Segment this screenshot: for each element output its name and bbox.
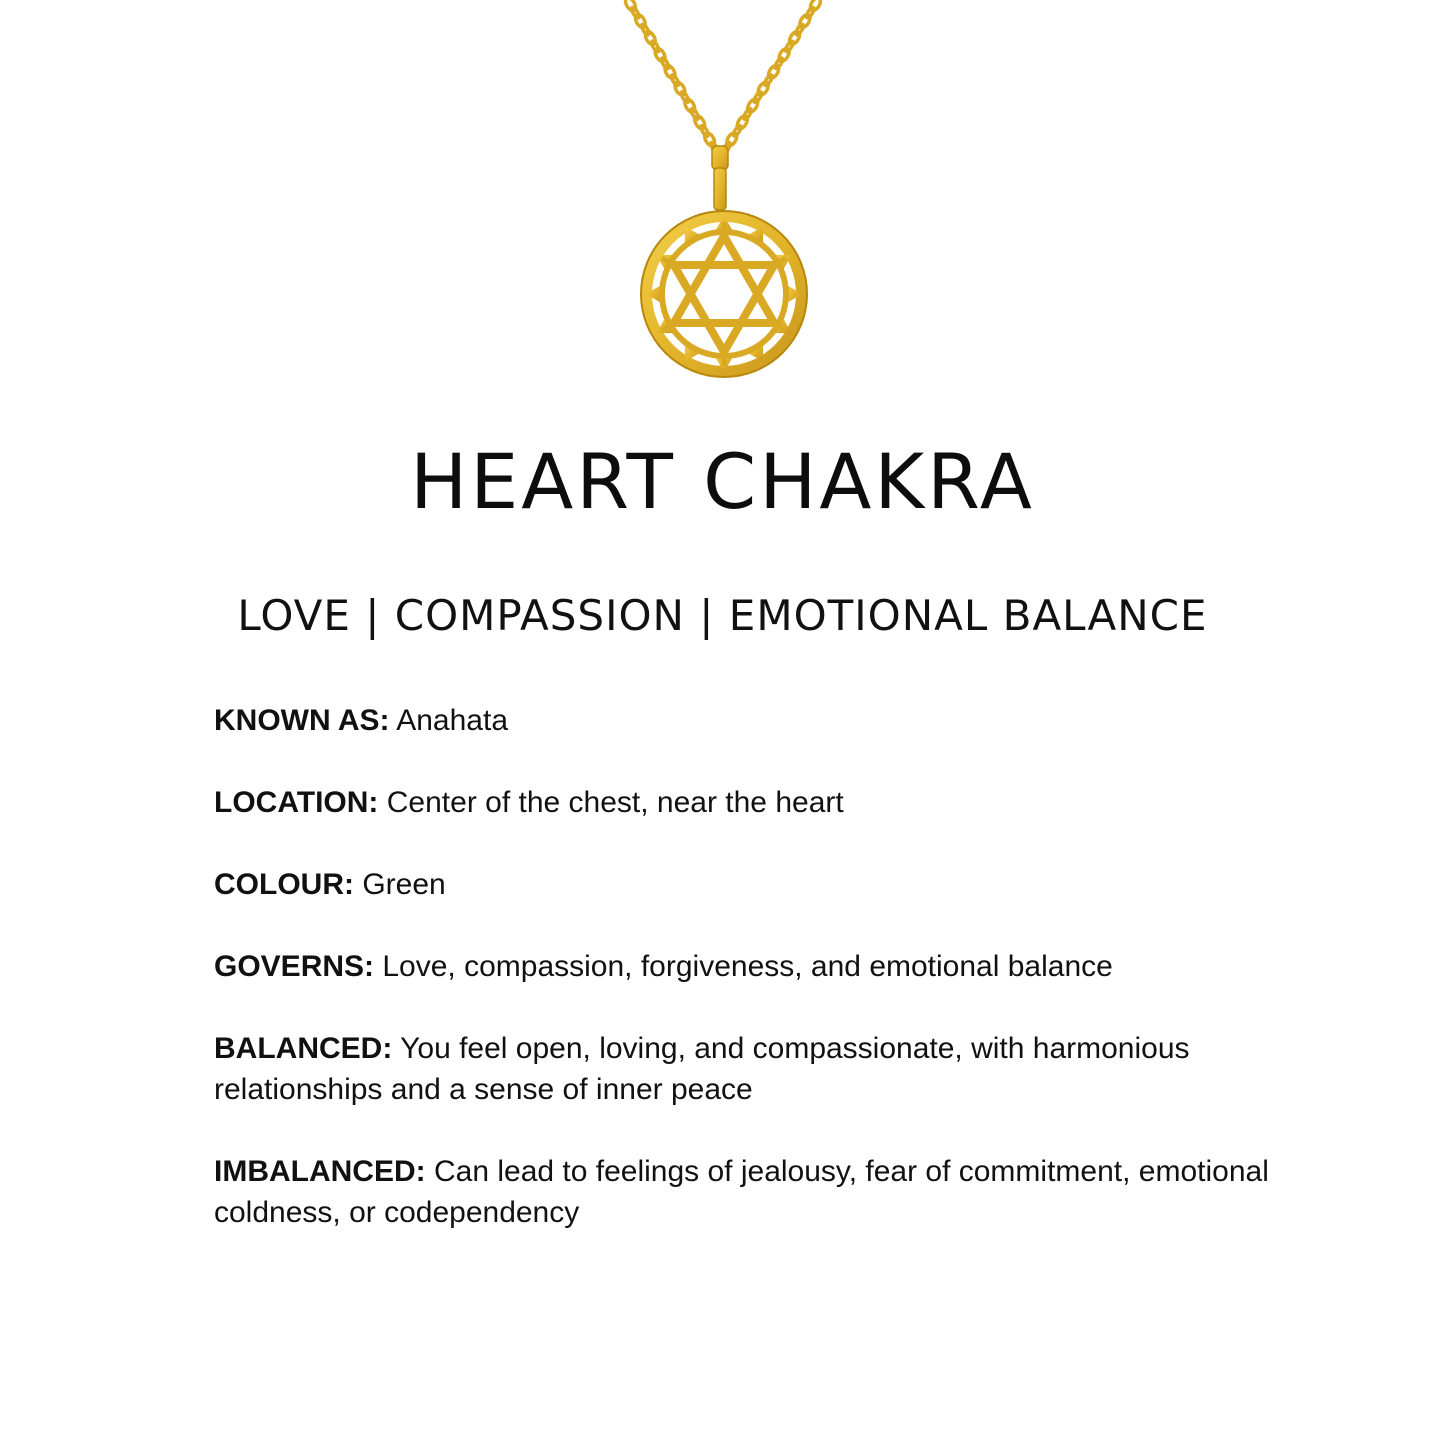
fact-colour [214,864,1274,905]
fact-location [214,782,1274,823]
fact-value: Anahata [396,704,509,737]
fact-label: KNOWN AS: [214,704,390,737]
fact-value: You feel open, loving, and compassionate, with harmonious relationships and a sense of inner peace [214,1032,1190,1106]
fact-label: BALANCED: [214,1032,393,1065]
fact-label: GOVERNS: [214,950,375,983]
heart-chakra-pendant-necklace [0,0,1445,400]
pendant-bail [712,146,728,210]
fact-value: Can lead to feelings of jealousy, fear of commitment, emotional coldness, or codependency [214,1155,1269,1229]
chakra-facts-list [214,700,1274,1274]
fact-known-as [214,700,1274,741]
fact-label: COLOUR: [214,868,354,901]
fact-governs [214,946,1274,987]
chain [624,0,823,154]
fact-label: LOCATION: [214,786,379,819]
fact-imbalanced [214,1151,1274,1233]
fact-label: IMBALANCED: [214,1155,426,1188]
fact-value: Green [362,868,446,901]
chakra-themes: LOVE | COMPASSION | EMOTIONAL BALANCE [237,591,1208,640]
fact-value: Love, compassion, forgiveness, and emotional balance [382,950,1113,983]
page-title: HEART CHAKRA [410,437,1035,526]
fact-balanced [214,1028,1274,1110]
fact-value: Center of the chest, near the heart [386,786,844,819]
anahata-pendant-icon [641,211,807,377]
